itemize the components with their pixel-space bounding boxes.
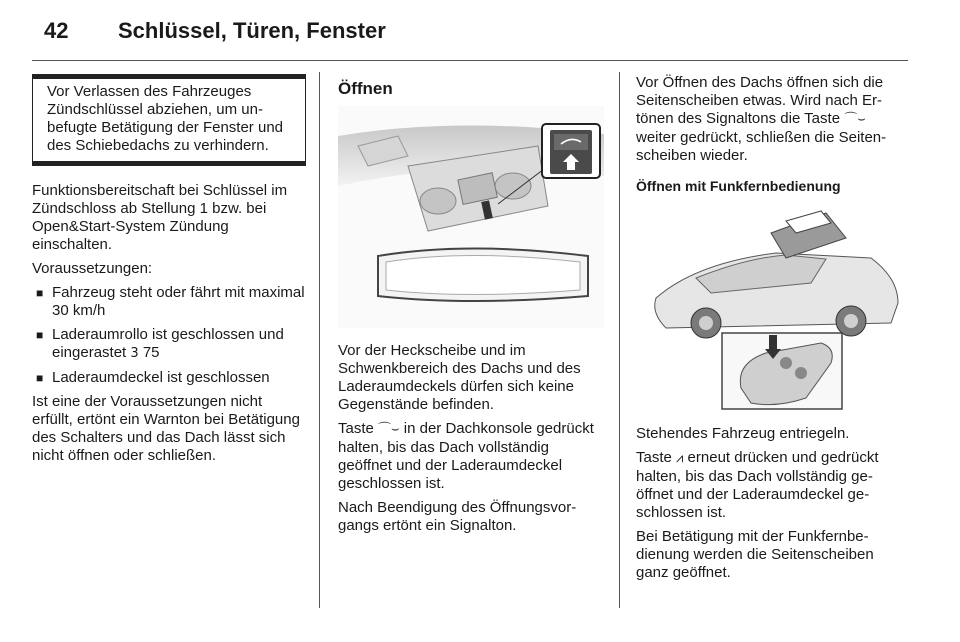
paragraph-signal: Nach Beendigung des Öffnungsvorgangs ertönt ein Signalton. [338, 499, 577, 534]
paragraph-readiness: Funktionsbereitschaft bei Schlüssel im Zündschloss ab Stellung 1 bzw. bei Open&Start-System Zündung einschalten. [32, 182, 288, 253]
car-remote-illustration [636, 203, 902, 413]
page-reference-link[interactable]: 75 [142, 344, 160, 361]
roof-console-illustration [338, 106, 604, 328]
paragraph-clearance: Vor der Heckscheibe und im Schwenkbereich des Dachs und des Laderaumdeckels dürfen sich keine Gegenstände befinden. [338, 342, 581, 413]
middle-column [338, 74, 604, 541]
unlock-key-icon: ⩘ [676, 451, 684, 466]
list-item: ■ Laderaumdeckel ist geschlossen [32, 369, 306, 387]
paragraph-remote-windows: Bei Betätigung mit der Funkfernbedienung werden die Seitenscheiben ganz geöffnet. [636, 528, 874, 581]
paragraph-requirements: Voraussetzungen: [32, 260, 153, 277]
list-item: ■ Laderaumrollo ist geschlossen und eingerastet 3 75 [32, 326, 306, 363]
warning-text: Vor Verlassen des Fahrzeuges Zündschlüssel abziehen, um unbefugte Betätigung der Fenster und des Schiebedachs zu verhindern. [47, 83, 284, 154]
roof-button-icon: ⌒⌣ [378, 422, 400, 437]
paragraph-unlock: Stehendes Fahrzeug entriegeln. [636, 425, 850, 442]
column-divider-2 [619, 72, 620, 608]
warning-box [32, 74, 306, 166]
paragraph-warning-tone: Ist eine der Voraussetzungen nicht erfüllt, ertönt ein Warnton bei Betätigung des Schalters und das Dach lässt sich nicht öffnen oder schließen. [32, 393, 300, 464]
list-item: ■ Fahrzeug steht oder fährt mit maximal 30 km/h [32, 284, 306, 320]
page-reference-arrow-icon: 3 [130, 346, 139, 361]
roof-button-icon: ⌒⌣ [844, 112, 866, 127]
paragraph-side-windows: Vor Öffnen des Dachs öffnen sich die Seitenscheiben etwas. Wird nach Ertönen des Signaltons die Taste ⌒⌣ weiter gedrückt, schließen die Seitenscheiben wieder. [636, 74, 887, 164]
right-column [636, 74, 902, 588]
subheading-remote: Öffnen mit Funkfernbedienung [636, 178, 841, 194]
left-column [32, 74, 306, 471]
header-rule [32, 60, 908, 61]
chapter-title: Schlüssel, Türen, Fenster [118, 18, 386, 43]
section-heading: Öffnen [338, 79, 393, 98]
paragraph-remote-button: Taste ⩘ erneut drücken und gedrückt halten, bis das Dach vollständig geöffnet und der Laderaumdeckel geschlossen ist. [636, 449, 879, 521]
page-header [0, 0, 960, 62]
roof-console-figure [338, 106, 604, 328]
page-number: 42 [44, 18, 69, 43]
column-divider-1 [319, 72, 320, 608]
requirements-list [32, 284, 306, 387]
paragraph-button: Taste ⌒⌣ in der Dachkonsole gedrückt halten, bis das Dach vollständig geöffnet und der Laderaumdeckel geschlossen ist. [338, 420, 594, 492]
remote-opening-figure [636, 203, 902, 413]
